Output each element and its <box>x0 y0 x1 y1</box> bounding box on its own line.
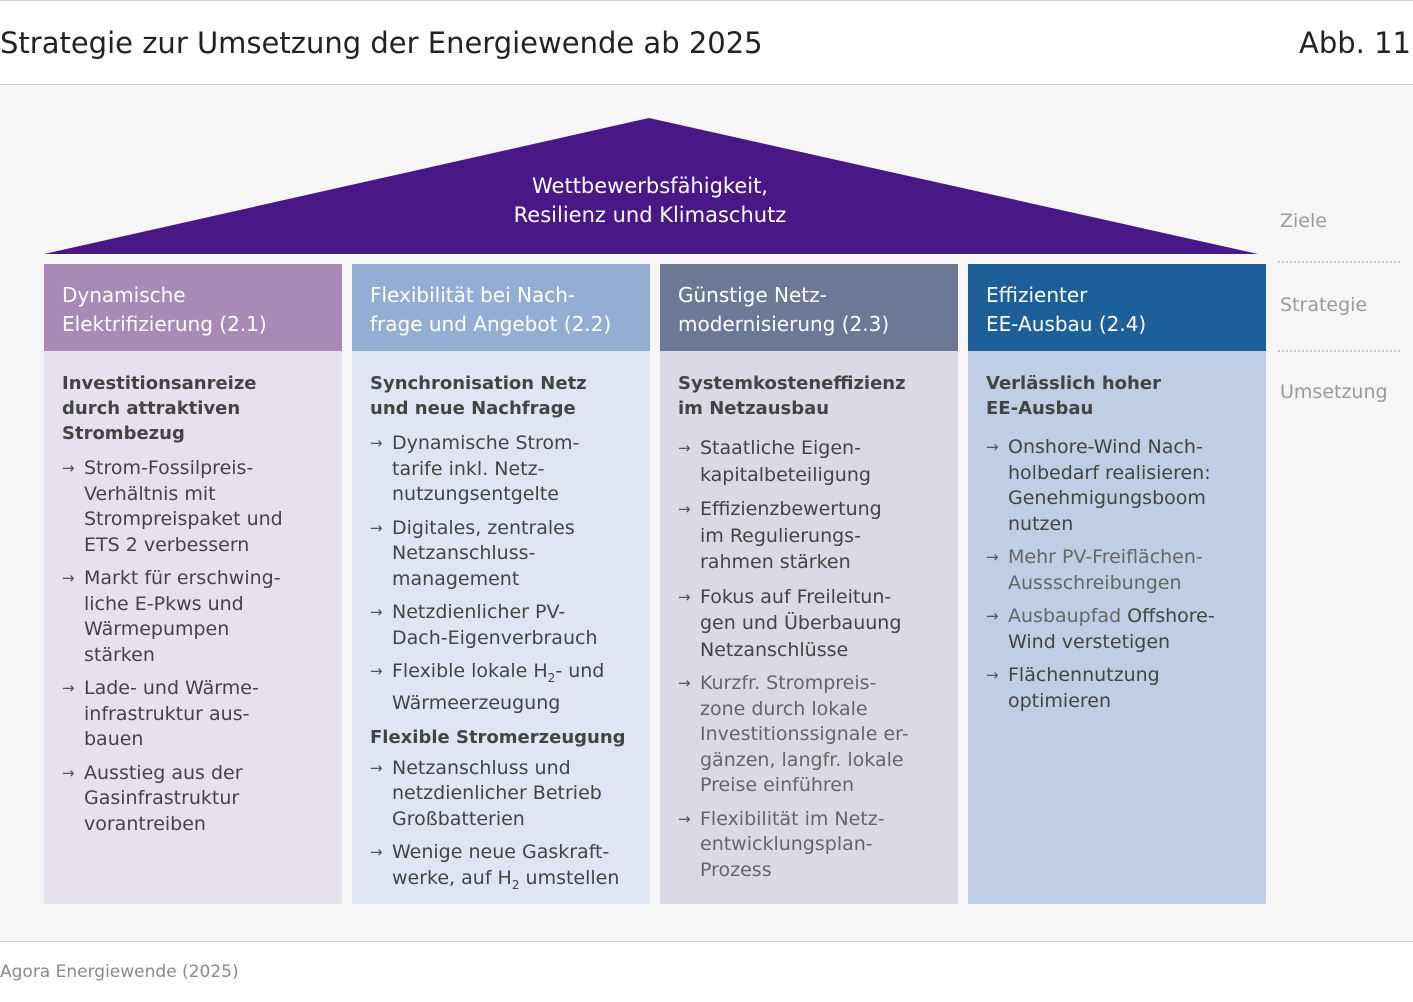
column-dynamische-elektrifizierung <box>44 264 342 904</box>
list-item: → Flexible lokale $H_2-$ und Wärmeerzeugung <box>370 660 605 715</box>
column-body <box>660 351 958 904</box>
list-item: → Netzdienlicher PV- Dach-Eigenverbrauch <box>370 601 598 649</box>
column-title-line-2: frage und Angebot (2.2) <box>370 312 612 336</box>
dotted-divider-2 <box>1278 350 1400 352</box>
list-item: → Netzanschluss und netzdienlicher Betrieb Großbatterien <box>370 756 602 830</box>
column-title-line-1: Effizienter <box>986 283 1088 307</box>
column-title-line-2: modernisierung (2.3) <box>678 312 890 336</box>
column-title-line-2: EE-Ausbau (2.4) <box>986 312 1147 336</box>
arrow-right-icon: → <box>370 518 383 537</box>
column-header <box>660 264 958 351</box>
list-item: → Onshore-Wind Nach- holbedarf realisieren: Genehmigungsboom nutzen <box>986 436 1211 535</box>
list-item: → Flächennutzung optimieren <box>986 664 1160 712</box>
column-netzmodernisierung <box>660 264 958 904</box>
list-item: → Markt für erschwing- liche E-Pkws und Wärmepumpen stärken <box>62 567 281 666</box>
column-title-line-2: Elektrifizierung (2.1) <box>62 312 267 336</box>
subheading: Investitionsanreize durch attraktiven Strombezug <box>62 373 257 444</box>
list-item: → Ausbaupfad Offshore- Wind verstetigen <box>986 605 1215 653</box>
arrow-right-icon: → <box>986 607 999 625</box>
label-umsetzung: Umsetzung <box>1280 381 1388 403</box>
column-header <box>352 264 650 351</box>
column-header <box>968 264 1266 351</box>
arrow-right-icon: → <box>370 758 383 777</box>
column-title-line-1: Flexibilität bei Nach- <box>370 283 576 307</box>
column-body <box>352 351 650 904</box>
roof-goal-text <box>450 172 850 230</box>
source-note: Agora Energiewende (2025) <box>0 962 239 982</box>
list-item: → Kurzfr. Strompreis- zone durch lokale Investitionssignale er- gänzen, langfr. lokale Preise einführen <box>678 672 909 796</box>
list-item: → Digitales, zentrales Netzanschluss- management <box>370 516 575 590</box>
column-header <box>44 264 342 351</box>
arrow-right-icon: → <box>370 603 383 621</box>
list-item: → Strom-Fossilpreis- Verhältnis mit Strompreispaket und ETS 2 verbessern <box>62 457 283 556</box>
roof-line-1: Wettbewerbsfähigkeit, <box>532 174 768 198</box>
list-item: → Ausstieg aus der Gasinfrastruktur vorantreiben <box>62 761 243 835</box>
subheading: Synchronisation Netz und neue Nachfrage <box>370 373 587 419</box>
column-title-line-1: Günstige Netz- <box>678 283 827 307</box>
dotted-divider-1 <box>1278 261 1400 263</box>
column-flexibilitaet <box>352 264 650 904</box>
label-strategie: Strategie <box>1280 294 1368 316</box>
column-body <box>44 351 342 904</box>
arrow-right-icon: → <box>62 459 75 477</box>
arrow-right-icon: → <box>986 666 999 684</box>
arrow-right-icon: → <box>986 548 999 566</box>
list-item: → Wenige neue Gaskraft- werke, auf $H_2$ umstellen <box>370 841 620 892</box>
list-item: → Effizienzbewertung im Regulierungs- rahmen stärken <box>678 498 882 573</box>
footer-divider <box>0 941 1413 942</box>
column-title-line-1: Dynamische <box>62 283 186 307</box>
subheading: Systemkosteneffizienz im Netzausbau <box>678 373 906 419</box>
list-item: → Mehr PV-Freiflächen- Aussschreibungen <box>986 546 1203 594</box>
arrow-right-icon: → <box>678 809 691 828</box>
list-item: → Flexibilität im Netz- entwicklungsplan- Prozess <box>678 807 885 881</box>
page-title: Strategie zur Umsetzung der Energiewende ab 2025 <box>0 26 763 60</box>
figure-number: Abb. 11 <box>1299 26 1411 60</box>
arrow-right-icon: → <box>62 763 75 782</box>
label-ziele: Ziele <box>1280 210 1327 232</box>
arrow-right-icon: → <box>678 587 691 606</box>
roof-line-2: Resilienz und Klimaschutz <box>513 203 787 227</box>
arrow-right-icon: → <box>370 662 383 680</box>
arrow-right-icon: → <box>678 674 691 692</box>
arrow-right-icon: → <box>986 438 999 456</box>
arrow-right-icon: → <box>678 500 691 518</box>
list-item: → Lade- und Wärme- infrastruktur aus- bauen <box>62 677 259 750</box>
arrow-right-icon: → <box>62 679 75 697</box>
list-item: → Dynamische Strom- tarife inkl. Netz- nutzungsentgelte <box>370 432 580 505</box>
arrow-right-icon: → <box>62 569 75 587</box>
list-item: → Fokus auf Freileitun- gen und Überbauung Netzanschlüsse <box>678 585 902 661</box>
arrow-right-icon: → <box>678 439 691 457</box>
list-item: → Staatliche Eigen- kapitalbeteiligung <box>678 437 871 486</box>
column-ee-ausbau <box>968 264 1266 904</box>
subheading: Verlässlich hoher EE-Ausbau <box>986 373 1161 419</box>
arrow-right-icon: → <box>370 843 383 862</box>
column-body <box>968 351 1266 904</box>
arrow-right-icon: → <box>370 434 383 452</box>
subheading: Flexible Stromerzeugung <box>370 726 626 748</box>
